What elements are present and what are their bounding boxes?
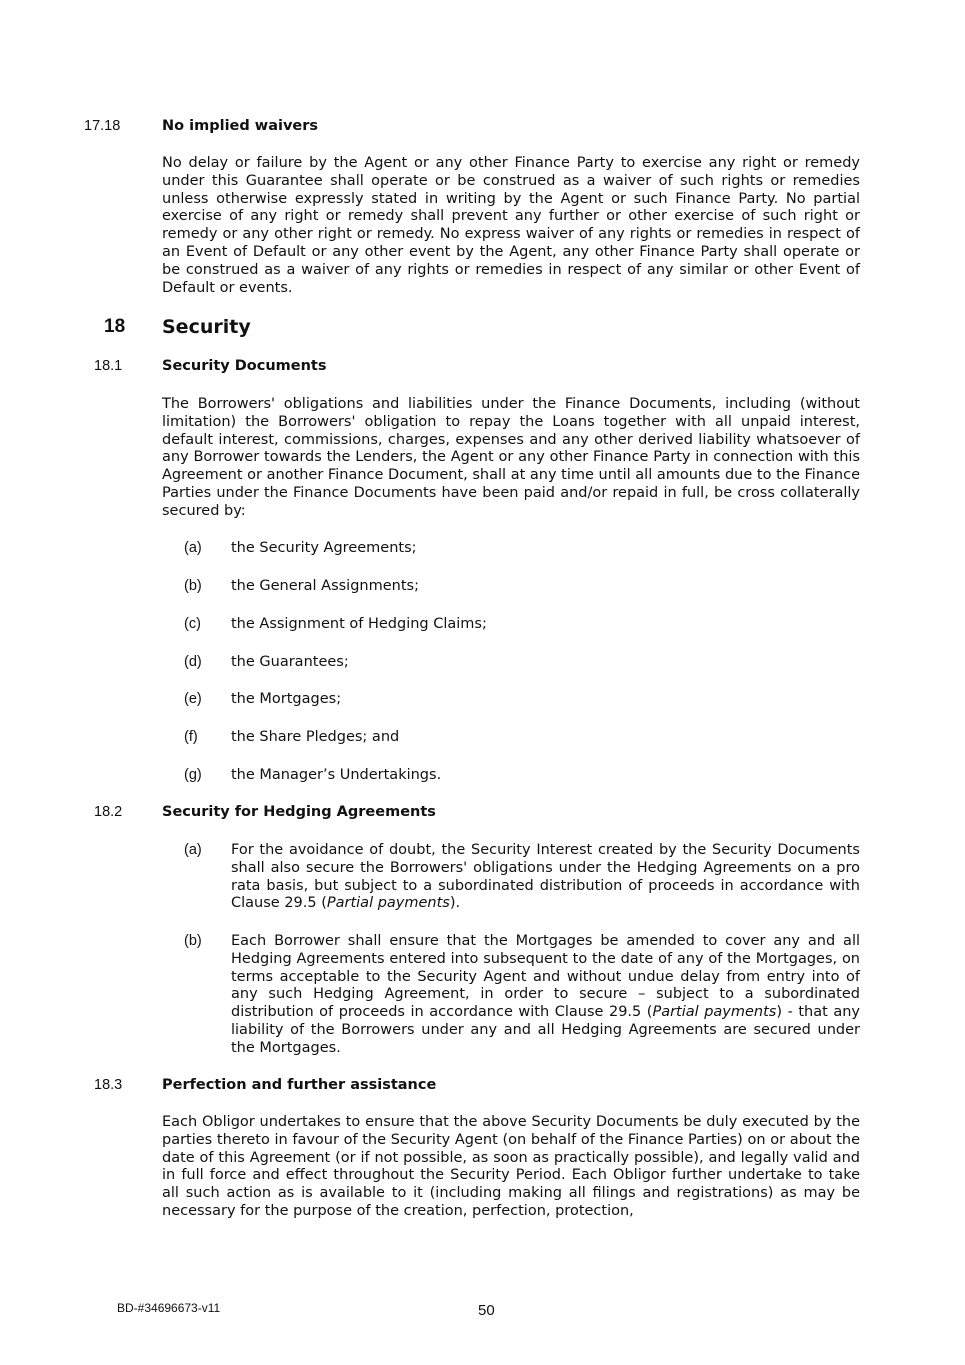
list-item-label: (b) — [184, 578, 202, 594]
list-item-label: (e) — [184, 691, 202, 707]
clause-paragraph: No delay or failure by the Agent or any other Finance Party to exercise any right or remedy under this Guarantee shall operate or be construed as a waiver of such rights or remedies unless otherwise expressly stated in writing by the Agent or such Finance Party. No partial exercise of any right or remedy shall prevent any further or other exercise of such right or remedy or any other right or remedy. No express waiver of any rights or remedies in respect of an Event of Default or any other event by the Agent, any other Finance Party shall operate or be construed as a waiver of any rights or remedies in respect of any similar or other Event of Default or events. — [162, 155, 860, 296]
clause-heading: Security for Hedging Agreements — [162, 804, 436, 820]
clause-paragraph: The Borrowers' obligations and liabilities under the Finance Documents, including (without limitation) the Borrowers' obligation to repay the Loans together with all unpaid interest, default interest, commissions, charges, expenses and any other derived liability whatsoever of any Borrower towards the Lenders, the Agent or any other Finance Party in connection with this Agreement or another Finance Document, shall at any time until all amounts due to the Finance Parties under the Finance Documents have been paid and/or repaid in full, be cross collaterally secured by: — [162, 396, 860, 519]
text-run: ) - that any liability of the Borrowers under any and all Hedging Agreements are secured under the Mortgages. — [231, 1004, 860, 1056]
list-item-label: (f) — [184, 729, 198, 745]
list-item-paragraph — [231, 842, 860, 913]
list-item-text: the Guarantees; — [231, 654, 349, 670]
clause-heading: Perfection and further assistance — [162, 1077, 437, 1093]
list-item-text: the Manager’s Undertakings. — [231, 767, 442, 783]
clause-reference: Partial payments — [326, 895, 450, 912]
list-item-label: (b) — [184, 933, 202, 949]
clause-number: 18.2 — [94, 804, 123, 820]
list-item-label: (a) — [184, 540, 202, 556]
page-number: 50 — [478, 1302, 495, 1319]
text-run: For the avoidance of doubt, the Security Interest created by the Security Documents shall also secure the Borrowers' obligations under the Hedging Agreements on a pro rata basis, but subject to a subordinated distribution of proceeds in accordance with Clause 29.5 ( — [231, 842, 860, 912]
clause-heading: Security Documents — [162, 358, 327, 374]
list-item-text: the Security Agreements; — [231, 540, 417, 556]
list-item-text: the General Assignments; — [231, 578, 419, 594]
document-reference: BD-#34696673-v11 — [117, 1301, 221, 1315]
clause-heading: No implied waivers — [162, 118, 319, 134]
list-item-label: (c) — [184, 616, 201, 632]
clause-paragraph: Each Obligor undertakes to ensure that the above Security Documents be duly executed by the parties thereto in favour of the Security Agent (on behalf of the Finance Parties) on or about the date of this Agreement (or if not possible, as soon as practically possible), and legally valid and in full force and effect throughout the Security Period. Each Obligor further undertake to take all such action as is available to it (including making all filings and registrations) as may be necessary for the purpose of the creation, perfection, protection, — [162, 1114, 860, 1219]
section-title: Security — [162, 316, 251, 338]
list-item-label: (a) — [184, 842, 202, 858]
text-run: ). — [449, 895, 461, 912]
list-item-text: the Assignment of Hedging Claims; — [231, 616, 487, 632]
clause-number: 17.18 — [84, 118, 121, 134]
list-item-label: (d) — [184, 654, 202, 670]
clause-reference: Partial payments — [652, 1004, 777, 1021]
clause-number: 18.1 — [94, 358, 123, 374]
clause-number: 18.3 — [94, 1077, 123, 1093]
list-item-label: (g) — [184, 767, 202, 783]
list-item-text: the Mortgages; — [231, 691, 342, 707]
section-number: 18 — [104, 316, 126, 337]
list-item-text: the Share Pledges; and — [231, 729, 400, 745]
list-item-paragraph — [231, 933, 860, 1058]
text-run: Each Borrower shall ensure that the Mortgages be amended to cover any and all Hedging Agreements entered into subsequent to the date of any of the Mortgages, on terms acceptable to the Security Agent and without undue delay from entry into of any such Hedging Agreement, in order to secure – subject to a subordinated distribution of proceeds in accordance with Clause 29.5 ( — [231, 933, 860, 1021]
